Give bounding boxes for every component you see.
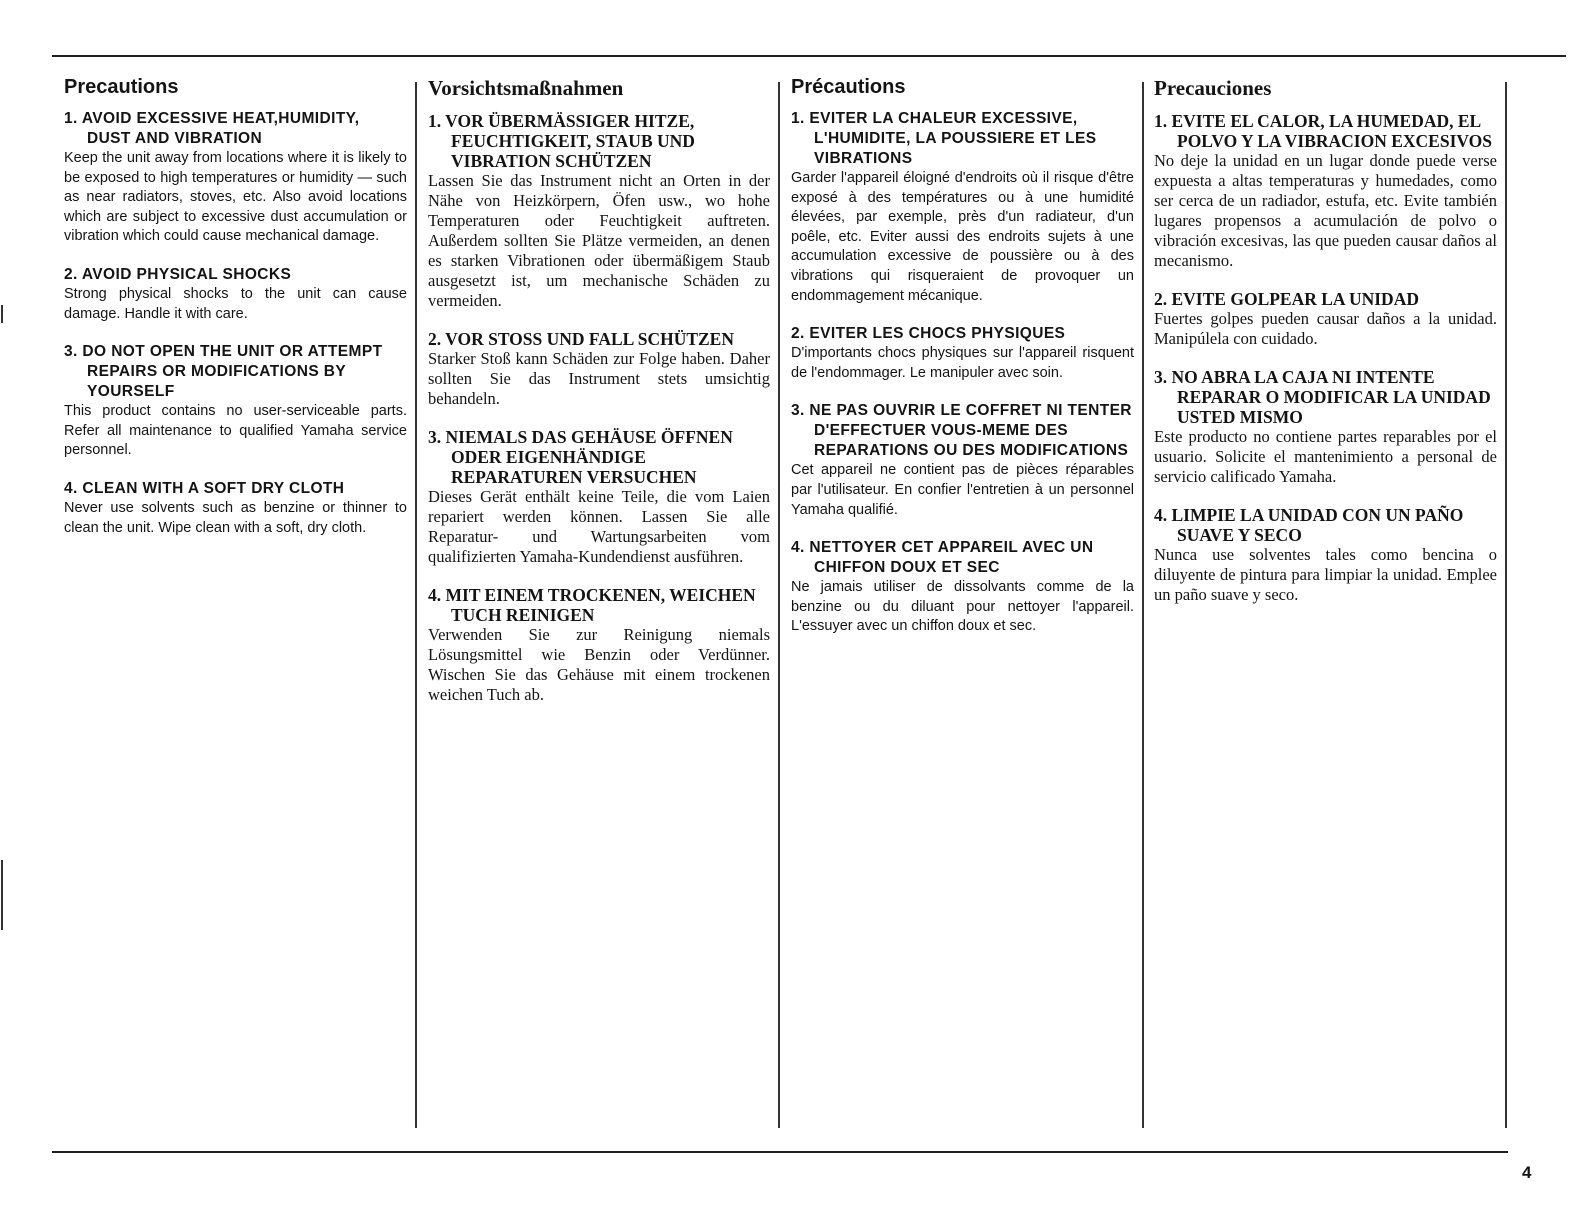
section-body: D'importants chocs physiques sur l'appareil risquent de l'endommager. Le manipuler avec soin. [791,345,1134,381]
precaution-section [791,109,1134,306]
section-heading: 2. EVITE GOLPEAR LA UNIDAD [1154,289,1419,309]
precaution-section [1154,289,1497,349]
section-heading: 4. CLEAN WITH A SOFT DRY CLOTH [64,479,345,497]
column-english [64,76,407,556]
precaution-section [791,324,1134,383]
section-heading: 3. NE PAS OUVRIR LE COFFRET NI TENTER D'EFFECTUER VOUS-MEME DES REPARATIONS OU DES MODIFICATIONS [791,402,1132,460]
section-body: Verwenden Sie zur Reinigung niemals Lösungsmittel wie Benzin oder Verdünner. Wischen Sie das Gehäuse mit einem trockenen weichen Tuch ab. [428,625,770,704]
section-heading: 3. NIEMALS DAS GEHÄUSE ÖFFNEN ODER EIGENHÄNDIGE REPARATUREN VERSUCHEN [428,427,733,487]
column-title: Précautions [791,76,906,98]
section-body: No deje la unidad en un lugar donde puede verse expuesta a altas temperaturas y humedades, como ser cerca de un radiador, estufa, etc. Evite también lugares propensos a acumulación de polvo o vibración excesivas, las que pueden causar daños al mecanismo. [1154,151,1497,270]
section-heading: 4. NETTOYER CET APPAREIL AVEC UN CHIFFON DOUX ET SEC [791,539,1094,577]
precaution-section [428,329,770,409]
section-body: Este producto no contiene partes reparables por el usuario. Solicite el mantenimiento a personal de servicio calificado Yamaha. [1154,427,1497,486]
section-heading: 1. EVITE EL CALOR, LA HUMEDAD, EL POLVO Y LA VIBRACION EXCESIVOS [1154,111,1493,151]
section-heading: 2. VOR STOSS UND FALL SCHÜTZEN [428,329,734,349]
precaution-section [64,342,407,461]
column-divider [778,82,780,1128]
precaution-section [1154,505,1497,605]
section-body: Dieses Gerät enthält keine Teile, die vom Laien repariert werden können. Lassen Sie alle Reparatur- und Wartungsarbeiten vom qualifizierten Yamaha-Kundendienst ausführen. [428,487,770,566]
section-body: Ne jamais utiliser de dissolvants comme de la benzine ou du diluant pour nettoyer l'appareil. L'essuyer avec un chiffon doux et sec. [791,579,1134,635]
precaution-section [64,265,407,324]
section-heading: 1. VOR ÜBERMÄSSIGER HITZE, FEUCHTIGKEIT, STAUB UND VIBRATION SCHÜTZEN [428,111,695,171]
section-heading: 1. EVITER LA CHALEUR EXCESSIVE, L'HUMIDITE, LA POUSSIERE ET LES VIBRATIONS [791,110,1097,167]
precaution-section [791,538,1134,637]
scan-edge-mark [1,860,3,930]
section-body: Cet appareil ne contient pas de pièces réparables par l'utilisateur. En confier l'entretien à un personnel Yamaha qualifié. [791,462,1134,518]
section-body: Never use solvents such as benzine or thinner to clean the unit. Wipe clean with a soft, dry cloth. [64,499,407,536]
column-french [791,76,1134,655]
section-body: Strong physical shocks to the unit can cause damage. Handle it with care. [64,285,407,322]
precaution-section [1154,111,1497,271]
column-divider [1142,82,1144,1128]
section-heading: 2. EVITER LES CHOCS PHYSIQUES [791,325,1066,343]
section-heading: 2. AVOID PHYSICAL SHOCKS [64,265,292,283]
section-body: Garder l'appareil éloigné d'endroits où il risque d'être exposé à des températures ou à une humidité élevées, par exemple, près d'un radiateur, d'un poêle, etc. Eviter aussi des endroits sujets à une accumulation excessive de poussière ou à des vibrations qui risqueraient de provoquer un endommagement mécanique. [791,170,1134,304]
section-body: Starker Stoß kann Schäden zur Folge haben. Daher sollten Sie das Instrument stets umsichtig behandeln. [428,349,770,408]
column-title: Precauciones [1154,76,1272,100]
section-body: Lassen Sie das Instrument nicht an Orten in der Nähe von Heizkörpern, Öfen usw., wo hohe Temperaturen oder Feuchtigkeit auftreten. Außerdem sollten Sie Plätze vermeiden, an denen es starken Vibrationen oder übermäßigem Staub ausgesetzt ist, um mechanische Schäden zu vermeiden. [428,171,770,310]
precaution-section [428,427,770,567]
bottom-rule [52,1151,1508,1153]
section-heading: 3. DO NOT OPEN THE UNIT OR ATTEMPT REPAIRS OR MODIFICATIONS BY YOURSELF [64,343,383,401]
precaution-section [791,401,1134,520]
page-number: 4 [1522,1163,1532,1182]
section-heading: 3. NO ABRA LA CAJA NI INTENTE REPARAR O MODIFICAR LA UNIDAD USTED MISMO [1154,367,1491,427]
column-german [428,76,770,723]
section-body: This product contains no user-serviceable parts. Refer all maintenance to qualified Yamaha service personnel. [64,403,407,459]
section-heading: 4. MIT EINEM TROCKENEN, WEICHEN TUCH REINIGEN [428,585,756,625]
section-heading: 1. AVOID EXCESSIVE HEAT,HUMIDITY, DUST AND VIBRATION [64,110,360,147]
precaution-section [428,111,770,311]
section-heading: 4. LIMPIE LA UNIDAD CON UN PAÑO SUAVE Y SECO [1154,505,1464,545]
precaution-section [64,479,407,538]
precaution-section [428,585,770,705]
column-title: Vorsichtsmaßnahmen [428,76,624,100]
scan-edge-mark [1,305,3,323]
precaution-section [1154,367,1497,487]
column-divider [415,82,417,1128]
section-body: Fuertes golpes pueden causar daños a la unidad. Manipúlela con cuidado. [1154,309,1497,348]
section-body: Nunca use solventes tales como bencina o diluyente de pintura para limpiar la unidad. Emplee un paño suave y seco. [1154,545,1497,604]
column-spanish [1154,76,1497,623]
top-rule [52,55,1566,57]
column-title: Precautions [64,76,179,98]
precaution-section [64,109,407,247]
section-body: Keep the unit away from locations where it is likely to be exposed to high temperatures or humidity — such as near radiators, stoves, etc. Also avoid locations which are subject to excessive dust accumulation or vibration which could cause mechanical damage. [64,150,407,245]
column-divider [1505,82,1507,1128]
